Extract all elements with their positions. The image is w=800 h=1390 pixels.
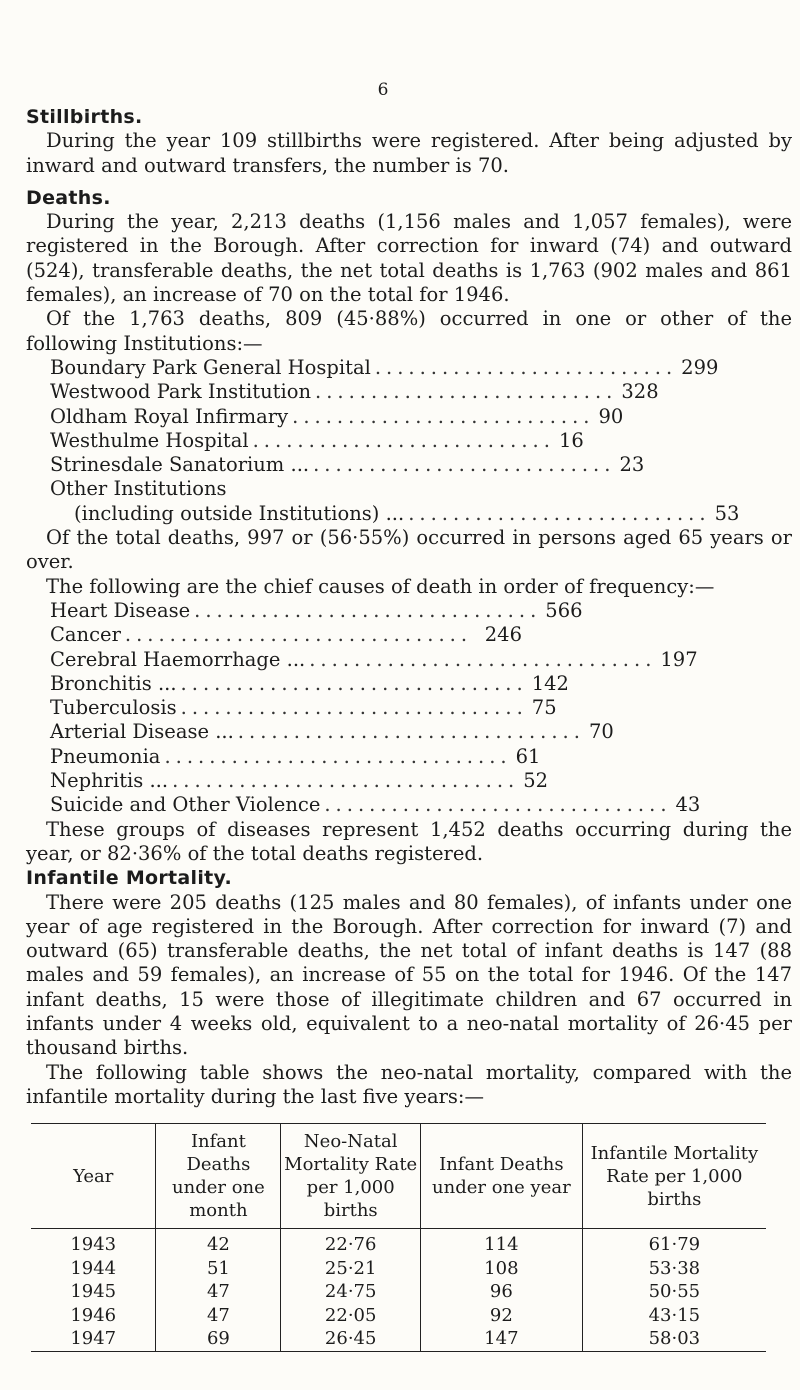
table-cell: 1945 bbox=[70, 1281, 117, 1303]
list-item: Other Institutions bbox=[50, 477, 227, 501]
table-cell: 42 bbox=[156, 1229, 281, 1257]
deaths-paragraph-1: During the year, 2,213 deaths (1,156 males and 1,057 females), were registered in the Borough. After correction for inward (74) and outward (524), transferable deaths, the net total deaths is 1,763 (902 males and 861 females), an increase of 70 on the total for 1946. bbox=[26, 210, 792, 307]
table-cell: 69 bbox=[156, 1327, 281, 1351]
table-cell: 53·38 bbox=[582, 1257, 766, 1281]
table-cell: 96 bbox=[421, 1280, 583, 1304]
deaths-paragraph-3: Of the total deaths, 997 or (56·55%) occurred in persons aged 65 years or over. bbox=[26, 526, 792, 574]
table-cell: 43·15 bbox=[582, 1304, 766, 1328]
table-cell: 47 bbox=[156, 1280, 281, 1304]
stillbirths-heading: Stillbirths. bbox=[26, 106, 143, 128]
deaths-paragraph-5: These groups of diseases represent 1,452 deaths occurring during the year, or 82·36% of the total deaths registered. bbox=[26, 817, 792, 865]
table-cell: 58·03 bbox=[582, 1327, 766, 1351]
header-infant-deaths-year: Infant Deaths under one year bbox=[421, 1124, 583, 1229]
list-item: Strinesdale Sanatorium ... ........................... 23 bbox=[50, 453, 645, 477]
table-row bbox=[31, 1304, 766, 1328]
header-infant-deaths-month: Infant Deaths under one month bbox=[156, 1124, 281, 1229]
list-item: Westwood Park Institution ........................... 328 bbox=[50, 380, 659, 404]
table-cell: 50·55 bbox=[582, 1280, 766, 1304]
list-item: Cerebral Haemorrhage ... ............................... 197 bbox=[50, 647, 698, 671]
deaths-paragraph-2: Of the 1,763 deaths, 809 (45·88%) occurred in one or other of the following Institutions:— bbox=[26, 307, 792, 355]
infantile-mortality-heading: Infantile Mortality. bbox=[26, 867, 233, 890]
list-item: Boundary Park General Hospital ........................... 299 bbox=[50, 355, 719, 379]
table-cell: 22·76 bbox=[281, 1229, 421, 1257]
infantile-paragraph-2: The following table shows the neo-natal mortality, compared with the infantile mortality during the last five years:— bbox=[26, 1060, 792, 1108]
list-item: Nephritis ... ............................... 52 bbox=[50, 769, 549, 793]
table-cell: 1947 bbox=[70, 1328, 117, 1350]
list-item: Arterial Disease ... ............................... 70 bbox=[50, 720, 614, 744]
table-row bbox=[31, 1229, 766, 1257]
table-cell: 61·79 bbox=[582, 1229, 766, 1257]
table-header-row bbox=[31, 1124, 766, 1229]
table-row bbox=[31, 1327, 766, 1351]
table-row bbox=[31, 1280, 766, 1304]
document-page bbox=[26, 105, 792, 1352]
list-item: Bronchitis ... ............................... 142 bbox=[50, 671, 569, 695]
list-item: Cancer ............................... 246 bbox=[50, 623, 522, 647]
list-item: Heart Disease ............................... 566 bbox=[50, 598, 583, 622]
list-item: (including outside Institutions) ... ........................... 53 bbox=[74, 501, 740, 525]
list-item: Tuberculosis ............................... 75 bbox=[50, 696, 557, 720]
list-item: Westhulme Hospital ........................... 16 bbox=[50, 428, 584, 452]
list-item: Pneumonia ............................... 61 bbox=[50, 744, 541, 768]
table-cell: 22·05 bbox=[281, 1304, 421, 1328]
deaths-paragraph-4: The following are the chief causes of death in order of frequency:— bbox=[46, 574, 715, 598]
table-cell: 1944 bbox=[70, 1257, 117, 1279]
infantile-paragraph-1: There were 205 deaths (125 males and 80 females), of infants under one year of age registered in the Borough. After correction for inward (7) and outward (65) transferable deaths, the net total of infant deaths is 147 (88 males and 59 females), an increase of 55 on the total for 1946. Of the 147 infant deaths, 15 were those of illegitimate children and 67 occurred in infants under 4 weeks old, equivalent to a neo-natal mortality of 26·45 per thousand births. bbox=[26, 890, 792, 1060]
institutions-list bbox=[26, 356, 792, 526]
table-row bbox=[31, 1257, 766, 1281]
table-cell: 147 bbox=[421, 1327, 583, 1351]
table-cell: 1943 bbox=[70, 1234, 117, 1256]
table-cell: 24·75 bbox=[281, 1280, 421, 1304]
header-infantile-rate: Infantile Mortality Rate per 1,000 births bbox=[582, 1124, 766, 1229]
list-item: Oldham Royal Infirmary ........................... 90 bbox=[50, 404, 624, 428]
table-cell: 114 bbox=[421, 1229, 583, 1257]
table-cell: 26·45 bbox=[281, 1327, 421, 1351]
table-cell: 25·21 bbox=[281, 1257, 421, 1281]
table-cell: 108 bbox=[421, 1257, 583, 1281]
causes-list bbox=[26, 599, 792, 818]
mortality-table bbox=[31, 1123, 766, 1352]
table-cell: 1946 bbox=[70, 1304, 117, 1326]
stillbirths-paragraph: During the year 109 stillbirths were registered. After being adjusted by inward and outward transfers, the number is 70. bbox=[26, 129, 792, 177]
header-year: Year bbox=[31, 1124, 156, 1229]
deaths-heading: Deaths. bbox=[26, 186, 111, 209]
page-number: 6 bbox=[377, 80, 389, 100]
table-cell: 47 bbox=[156, 1304, 281, 1328]
table-cell: 51 bbox=[156, 1257, 281, 1281]
table-cell: 92 bbox=[421, 1304, 583, 1328]
header-neonatal-rate: Neo-Natal Mortality Rate per 1,000 births bbox=[281, 1124, 421, 1229]
list-item: Suicide and Other Violence ............................... 43 bbox=[50, 793, 701, 817]
